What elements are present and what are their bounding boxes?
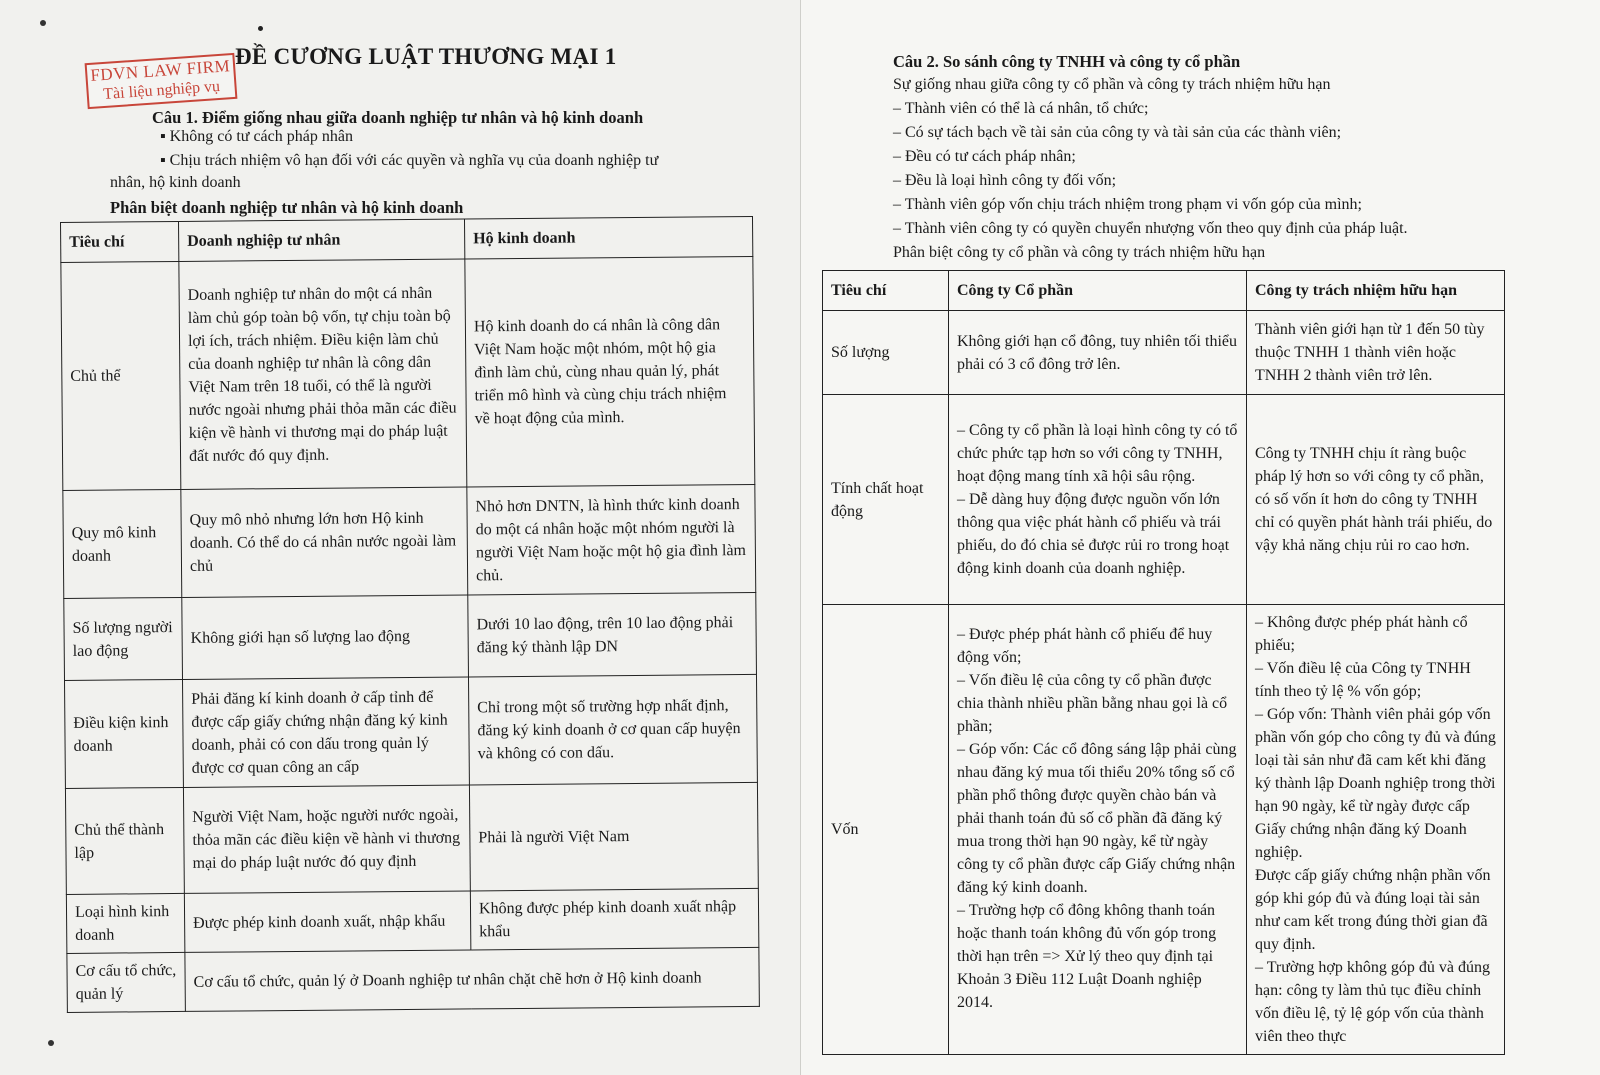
dntn-vs-hkd-table — [60, 216, 760, 1013]
criteria-cell: Số lượng — [823, 311, 949, 395]
criteria-cell: Chủ thể thành lập — [65, 787, 184, 894]
hkd-cell: Dưới 10 lao động, trên 10 lao động phải đăng ký thành lập DN — [468, 592, 757, 677]
header-cell: Doanh nghiệp tư nhân — [178, 219, 464, 261]
table-2-title: Phân biệt công ty cổ phần và công ty trách nhiệm hữu hạn — [893, 244, 1266, 261]
corner-mark — [40, 20, 46, 26]
merged-cell: Cơ cấu tổ chức, quản lý ở Doanh nghiệp tư nhân chặt chẽ hơn ở Hộ kinh doanh — [185, 947, 759, 1011]
criteria-cell: Số lượng người lao động — [64, 597, 183, 680]
criteria-cell: Quy mô kinh doanh — [63, 489, 182, 598]
dntn-cell: Quy mô nhỏ nhưng lớn hơn Hộ kinh doanh. Có thể do cá nhân nước ngoài làm chủ — [181, 487, 468, 597]
hkd-cell: Hộ kinh doanh do cá nhân là công dân Việt Nam hoặc một nhóm, một hộ gia đình làm chủ, cùng nhau quản lý, phát triển mô hình và cùng chịu trách nhiệm về hoạt động của mình. — [465, 256, 755, 487]
table-row — [61, 256, 755, 490]
tnhh-cell: – Không được phép phát hành cổ phiếu; – Vốn điều lệ của Công ty TNHH tính theo tỷ lệ % vốn góp; – Góp vốn: Thành viên phải góp vốn phần vốn góp cho công ty đủ và đúng loại tài sản như đã cam kết khi đăng ký thành lập Doanh nghiệp trong thời hạn 90 ngày, kể từ ngày được cấp Giấy chứng nhận đăng ký Doanh nghiệp. Được cấp giấy chứng nhận phần vốn góp khi góp đủ và đúng loại tài sản như cam kết trong đúng thời gian đã quy định. – Trường hợp không góp đủ và đúng hạn: công ty làm thủ tục điều chỉnh vốn điều lệ, tỷ lệ góp vốn của thành viên theo thực — [1247, 605, 1505, 1055]
q2-intro: Sự giống nhau giữa công ty cổ phần và công ty trách nhiệm hữu hạn — [893, 76, 1331, 93]
criteria-cell: Loại hình kinh doanh — [66, 893, 185, 953]
dntn-cell: Được phép kinh doanh xuất, nhập khẩu — [184, 891, 471, 952]
tnhh-cell: Thành viên giới hạn từ 1 đến 50 tùy thuộc TNHH 1 thành viên hoặc TNHH 2 thành viên trở lên. — [1247, 311, 1505, 395]
stamp-line-1: FDVN LAW FIRM — [89, 56, 231, 85]
corner-mark — [48, 1040, 54, 1046]
table-row — [65, 782, 758, 894]
bullet-mark — [258, 26, 263, 31]
table-1-title: Phân biệt doanh nghiệp tư nhân và hộ kinh doanh — [110, 198, 464, 217]
document-title: ĐỀ CƯƠNG LUẬT THƯƠNG MẠI 1 — [235, 44, 617, 69]
hkd-cell: Phải là người Việt Nam — [469, 782, 758, 891]
dntn-cell: Doanh nghiệp tư nhân do một cá nhân làm chủ góp toàn bộ vốn, tự chịu toàn bộ lợi ích, trách nhiệm. Điều kiện làm chủ của doanh nghiệp tư nhân là công dân Việt Nam trên 18 tuổi, có thể là người nước ngoài nhưng phải thỏa mãn các điều kiện về hành vi thương mại do pháp luật đất nước đó quy định. — [179, 259, 467, 489]
header-cell: Công ty Cổ phần — [949, 271, 1247, 311]
table-row — [65, 674, 758, 788]
ctcp-cell: – Được phép phát hành cổ phiếu để huy động vốn; – Vốn điều lệ của công ty cổ phần được chia thành nhiều phần bằng nhau gọi là cổ phần; – Góp vốn: Các cổ đông sáng lập phải cùng nhau đăng ký mua tối thiểu 20% tổng số cổ phần phổ thông được quyền chào bán và phải thanh toán đủ số cổ phần đã đăng ký mua trong thời hạn 90 ngày, kể từ ngày công ty cổ phần được cấp Giấy chứng nhận đăng ký kinh doanh. – Trường hợp cổ đông không thanh toán hoặc thanh toán không đủ vốn góp trong thời hạn trên => Xử lý theo quy định tại Khoản 3 Điều 112 Luật Doanh nghiệp 2014. — [949, 605, 1247, 1055]
dntn-cell: Không giới hạn số lượng lao động — [182, 595, 469, 679]
table-row — [823, 395, 1505, 605]
hkd-cell: Chỉ trong một số trường hợp nhất định, đăng ký kinh doanh ở cơ quan cấp huyện và không có con dấu. — [468, 674, 757, 785]
criteria-cell: Chủ thể — [61, 261, 181, 490]
criteria-cell: Tính chất hoạt động — [823, 395, 949, 605]
q1-bullet-1: ▪ Không có tư cách pháp nhân — [160, 128, 353, 145]
question-2-heading: Câu 2. So sánh công ty TNHH và công ty cổ phần — [893, 52, 1241, 71]
hkd-cell: Không được phép kinh doanh xuất nhập khẩu — [470, 888, 759, 950]
q2-item: – Thành viên công ty có quyền chuyển nhượng vốn theo quy định của pháp luật. — [893, 220, 1408, 237]
table-row — [823, 311, 1505, 395]
criteria-cell: Cơ cấu tổ chức, quản lý — [67, 952, 186, 1012]
q2-item: – Đều có tư cách pháp nhân; — [893, 148, 1076, 165]
criteria-cell: Vốn — [823, 605, 949, 1055]
table-header-row — [61, 216, 753, 262]
question-1-heading: Câu 1. Điểm giống nhau giữa doanh nghiệp tư nhân và hộ kinh doanh — [152, 108, 644, 127]
stamp-line-2: Tài liệu nghiệp vụ — [102, 77, 221, 104]
law-firm-stamp — [85, 53, 238, 109]
header-cell: Công ty trách nhiệm hữu hạn — [1247, 271, 1505, 311]
table-row — [64, 592, 757, 680]
header-cell: Tiêu chí — [61, 221, 179, 262]
ctcp-cell: Không giới hạn cổ đông, tuy nhiên tối thiểu phải có 3 cổ đông trở lên. — [949, 311, 1247, 395]
table-header-row — [823, 271, 1505, 311]
tnhh-cell: Công ty TNHH chịu ít ràng buộc pháp lý hơn so với công ty cổ phần, có số vốn ít hơn do công ty TNHH chỉ có quyền phát hành trái phiếu, do vậy khả năng chịu rủi ro cao hơn. — [1247, 395, 1505, 605]
table-row — [823, 605, 1505, 1055]
ctcp-cell: – Công ty cổ phần là loại hình công ty có tổ chức phức tạp hơn so với công ty TNHH, hoạt động mang tính xã hội sâu rộng. – Dễ dàng huy động được nguồn vốn lớn thông qua việc phát hành cổ phiếu và trái phiếu, do đó chia sẻ được rủi ro trong hoạt động kinh doanh của doanh nghiệp. — [949, 395, 1247, 605]
q2-item: – Thành viên góp vốn chịu trách nhiệm trong phạm vi vốn góp của mình; — [893, 196, 1362, 213]
table-row — [66, 888, 758, 953]
q2-item: – Có sự tách bạch về tài sản của công ty và tài sản của các thành viên; — [893, 124, 1342, 141]
dntn-cell: Người Việt Nam, hoặc người nước ngoài, thỏa mãn các điều kiện về hành vi thương mại do pháp luật nước đó quy định — [183, 785, 470, 893]
criteria-cell: Điều kiện kinh doanh — [65, 679, 184, 788]
hkd-cell: Nhỏ hơn DNTN, là hình thức kinh doanh do một cá nhân hoặc một nhóm người là người Việt Nam hoặc một hộ gia đình làm chủ. — [467, 484, 756, 595]
q1-bullet-2: ▪ Chịu trách nhiệm vô hạn đối với các quyền và nghĩa vụ của doanh nghiệp tư — [160, 152, 659, 169]
table-row — [67, 947, 759, 1012]
q2-item: – Thành viên có thể là cá nhân, tổ chức; — [893, 100, 1149, 117]
q1-bullet-2-cont: nhân, hộ kinh doanh — [110, 174, 241, 191]
table-row — [63, 484, 756, 598]
q2-item: – Đều là loại hình công ty đối vốn; — [893, 172, 1117, 189]
header-cell: Hộ kinh doanh — [464, 216, 752, 259]
dntn-cell: Phải đăng kí kinh doanh ở cấp tỉnh để được cấp giấy chứng nhận đăng ký kinh doanh, phải có con dấu trong quản lý được cơ quan công an cấp — [182, 677, 469, 787]
ctcp-vs-tnhh-table — [822, 270, 1505, 1055]
header-cell: Tiêu chí — [823, 271, 949, 311]
